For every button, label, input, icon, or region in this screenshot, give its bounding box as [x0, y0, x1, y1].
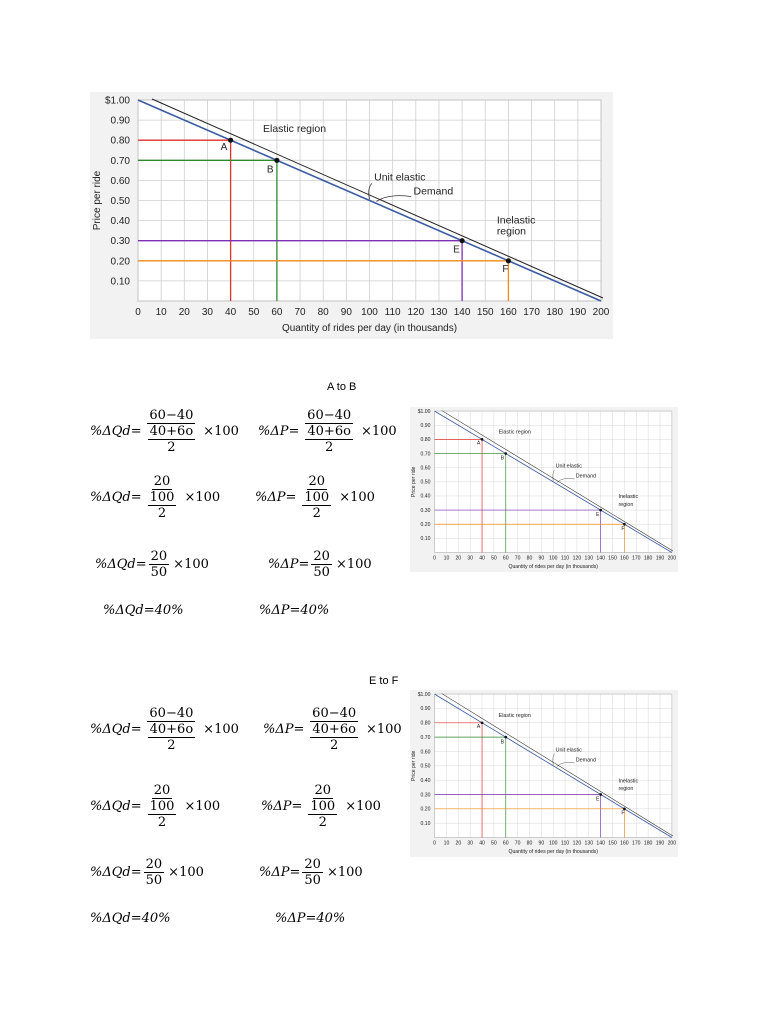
x-tick-label: 160	[620, 840, 629, 847]
demand-chart-main	[90, 92, 613, 339]
annotation-elastic-region: Elastic region	[263, 123, 327, 136]
x-axis-label: Quantity of rides per day (in thousands)	[508, 848, 598, 855]
x-tick-label: 80	[317, 307, 329, 318]
point-e	[460, 238, 465, 243]
point-label-f: F	[502, 263, 509, 275]
x-tick-label: 40	[479, 840, 485, 847]
x-tick-label: 160	[620, 555, 629, 562]
x-tick-label: 180	[546, 307, 564, 318]
annotation-unit-elastic: Unit elastic	[374, 171, 426, 184]
x-tick-label: 30	[467, 555, 474, 562]
x-tick-label: 80	[526, 555, 533, 562]
y-axis-label: Price per ride	[411, 750, 418, 782]
point-label-e: E	[453, 244, 460, 256]
eq-qd-result-ab: %ΔQd=40%	[103, 603, 184, 618]
y-axis-label: Price per ride	[92, 170, 103, 231]
x-tick-label: 30	[201, 307, 214, 318]
annotation-elastic-region: Elastic region	[498, 429, 531, 436]
point-label-a: A	[476, 723, 481, 730]
x-tick-label: 140	[596, 555, 605, 562]
x-tick-label: 10	[443, 555, 450, 562]
x-tick-label: 140	[596, 840, 605, 847]
point-e	[599, 793, 602, 796]
x-tick-label: 70	[294, 307, 306, 318]
eq-qd-step2-ab: %ΔQd= $\frac{20}{\frac{100}{2}}$ ×100	[90, 474, 221, 521]
x-tick-label: 40	[225, 307, 237, 318]
y-axis-label: Price per ride	[411, 466, 418, 498]
x-tick-label: 130	[584, 555, 594, 562]
point-label-a: A	[476, 440, 481, 447]
y-tick-label: 0.80	[420, 437, 431, 444]
y-tick-label: 0.60	[420, 749, 431, 756]
x-tick-label: 70	[514, 555, 521, 562]
annotation-inelastic-line1: Inelastic	[618, 494, 639, 501]
y-tick-label: 0.50	[420, 479, 431, 486]
y-tick-label: $1.00	[104, 95, 130, 107]
x-tick-label: 170	[631, 840, 641, 847]
eq-qd-step1-ef: %ΔQd= $\frac{60-40}{\frac{40+6o}{2}}$ ×100	[90, 706, 239, 753]
point-f	[623, 808, 626, 811]
x-tick-label: 40	[479, 555, 485, 562]
point-a	[481, 721, 484, 724]
point-a	[228, 138, 233, 143]
x-tick-label: 120	[572, 840, 582, 847]
x-tick-label: 20	[455, 555, 462, 562]
annotation-demand: Demand	[413, 185, 454, 198]
x-tick-label: 160	[500, 307, 517, 318]
y-tick-label: 0.80	[110, 135, 130, 147]
x-tick-label: 200	[667, 840, 677, 847]
eq-p-step1-ab: %ΔP= $\frac{60-40}{\frac{40+6o}{2}}$ ×100	[258, 408, 397, 455]
x-axis-label: Quantity of rides per day (in thousands)	[281, 323, 458, 334]
x-tick-label: 50	[248, 307, 260, 318]
annotation-elastic-region: Elastic region	[498, 713, 531, 720]
y-tick-label: 0.40	[420, 493, 431, 500]
x-tick-label: 190	[655, 555, 665, 562]
x-tick-label: 190	[655, 840, 665, 847]
x-tick-label: 100	[548, 840, 558, 847]
y-tick-label: 0.20	[110, 256, 130, 268]
x-tick-label: 60	[271, 307, 283, 318]
point-label-e: E	[596, 796, 600, 803]
x-tick-label: 20	[178, 307, 190, 318]
x-tick-label: 0	[433, 555, 437, 562]
x-tick-label: 90	[538, 840, 545, 847]
y-tick-label: $1.00	[417, 691, 431, 698]
x-tick-label: 150	[476, 307, 494, 318]
point-label-b: B	[500, 739, 505, 746]
eq-p-result-ab: %ΔP=40%	[259, 603, 330, 618]
x-tick-label: 170	[631, 555, 641, 562]
point-label-f: F	[621, 525, 625, 532]
x-tick-label: 180	[643, 840, 653, 847]
annotation-inelastic-line2: region	[618, 786, 634, 793]
x-tick-label: 180	[643, 555, 653, 562]
section-heading-e-to-f: E to F	[369, 675, 399, 687]
annotation-inelastic-line2: region	[496, 225, 527, 238]
x-tick-label: 120	[572, 555, 582, 562]
y-tick-label: 0.40	[420, 777, 431, 784]
x-tick-label: 200	[592, 307, 610, 318]
x-tick-label: 30	[467, 840, 474, 847]
point-b	[504, 452, 507, 455]
x-tick-label: 50	[491, 555, 497, 562]
point-label-b: B	[500, 455, 505, 462]
x-tick-label: 100	[548, 555, 558, 562]
point-label-e: E	[596, 512, 600, 519]
y-tick-label: 0.90	[420, 423, 431, 430]
x-tick-label: 70	[514, 840, 521, 847]
eq-p-step3-ab: %ΔP= $\frac{20}{50}$ ×100	[268, 549, 372, 580]
eq-qd-step1-ab: %ΔQd= $\frac{60-40}{\frac{40+6o}{2}}$ ×100	[90, 408, 239, 455]
x-tick-label: 0	[433, 840, 437, 847]
point-a	[481, 438, 484, 441]
demand-chart-small-a-to-b	[410, 407, 678, 572]
x-tick-label: 80	[526, 840, 533, 847]
annotation-unit-elastic: Unit elastic	[555, 463, 582, 470]
y-tick-label: 0.30	[420, 507, 431, 514]
x-tick-label: 20	[455, 840, 462, 847]
x-tick-label: 130	[430, 307, 448, 318]
eq-qd-step3-ef: %ΔQd= $\frac{20}{50}$ ×100	[90, 857, 204, 888]
eq-qd-step3-ab: %ΔQd= $\frac{20}{50}$ ×100	[95, 549, 209, 580]
annotation-inelastic-line1: Inelastic	[618, 778, 639, 785]
point-label-f: F	[621, 810, 625, 817]
x-tick-label: 110	[561, 840, 570, 847]
y-tick-label: 0.90	[110, 115, 130, 127]
y-tick-label: 0.50	[420, 763, 431, 770]
x-tick-label: 10	[155, 307, 167, 318]
x-tick-label: 140	[453, 307, 471, 318]
x-tick-label: 10	[443, 840, 450, 847]
point-label-b: B	[266, 164, 274, 176]
eq-qd-step2-ef: %ΔQd= $\frac{20}{\frac{100}{2}}$ ×100	[90, 783, 221, 830]
point-label-a: A	[220, 142, 228, 154]
y-tick-label: 0.70	[420, 734, 431, 741]
y-tick-label: $1.00	[417, 408, 431, 415]
x-tick-label: 150	[608, 555, 617, 562]
y-tick-label: 0.60	[420, 465, 431, 472]
x-tick-label: 60	[502, 840, 509, 847]
y-tick-label: 0.20	[420, 806, 431, 813]
annotation-unit-elastic: Unit elastic	[555, 747, 582, 754]
y-tick-label: 0.20	[420, 522, 431, 529]
x-tick-label: 190	[569, 307, 587, 318]
y-tick-label: 0.10	[420, 820, 431, 827]
eq-p-step1-ef: %ΔP= $\frac{60-40}{\frac{40+6o}{2}}$ ×100	[263, 706, 402, 753]
x-tick-label: 90	[538, 555, 545, 562]
y-tick-label: 0.70	[110, 155, 130, 167]
y-tick-label: 0.40	[110, 216, 130, 228]
x-tick-label: 110	[561, 555, 570, 562]
x-tick-label: 120	[407, 307, 425, 318]
point-f	[623, 523, 626, 526]
x-tick-label: 200	[667, 555, 677, 562]
annotation-demand: Demand	[575, 757, 597, 764]
y-tick-label: 0.30	[420, 792, 431, 799]
y-tick-label: 0.10	[420, 536, 431, 543]
annotation-inelastic-line1: Inelastic	[496, 214, 536, 227]
y-tick-label: 0.60	[110, 175, 130, 187]
x-axis-label: Quantity of rides per day (in thousands)	[508, 563, 598, 570]
point-e	[599, 509, 602, 512]
eq-p-step3-ef: %ΔP= $\frac{20}{50}$ ×100	[259, 857, 363, 888]
eq-p-step2-ef: %ΔP= $\frac{20}{\frac{100}{2}}$ ×100	[261, 783, 381, 830]
point-b	[504, 736, 507, 739]
point-b	[274, 158, 279, 163]
x-tick-label: 150	[608, 840, 617, 847]
x-tick-label: 110	[384, 307, 401, 318]
y-tick-label: 0.30	[110, 236, 130, 248]
x-tick-label: 130	[584, 840, 594, 847]
y-tick-label: 0.70	[420, 451, 431, 458]
x-tick-label: 60	[502, 555, 509, 562]
x-tick-label: 170	[523, 307, 540, 318]
annotation-inelastic-line2: region	[618, 501, 634, 508]
x-tick-label: 90	[340, 307, 352, 318]
point-f	[506, 258, 511, 263]
demand-chart-small-e-to-f	[410, 690, 678, 857]
y-tick-label: 0.80	[420, 720, 431, 727]
x-tick-label: 0	[135, 307, 141, 318]
x-tick-label: 100	[361, 307, 378, 318]
x-tick-label: 50	[491, 840, 497, 847]
y-tick-label: 0.50	[110, 196, 130, 207]
eq-qd-result-ef: %ΔQd=40%	[90, 911, 171, 926]
eq-p-step2-ab: %ΔP= $\frac{20}{\frac{100}{2}}$ ×100	[255, 474, 375, 521]
y-tick-label: 0.90	[420, 706, 431, 713]
section-heading-a-to-b: A to B	[327, 381, 357, 393]
eq-p-result-ef: %ΔP=40%	[275, 911, 346, 926]
annotation-demand: Demand	[575, 473, 597, 480]
y-tick-label: 0.10	[110, 276, 130, 288]
